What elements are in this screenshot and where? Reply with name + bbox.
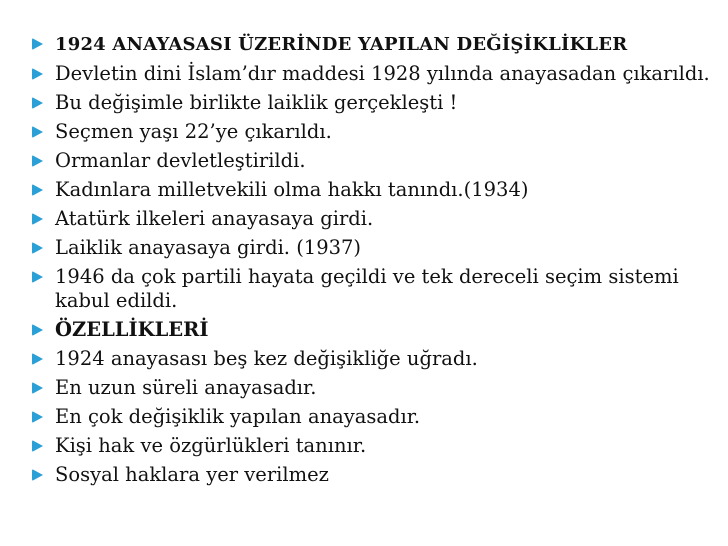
list-item (30, 376, 710, 400)
list-item-text: Sosyal haklara yer verilmez (55, 462, 329, 486)
list-item (30, 149, 710, 173)
list-item-text: Kadınlara milletvekili olma hakkı tanındı.(1934) (55, 178, 529, 201)
list-item (30, 265, 710, 312)
list-item-text: Bu değişimle birlikte laiklik gerçekleşti ! (55, 91, 458, 114)
list-item-text: ÖZELLİKLERİ (55, 317, 209, 341)
triangle-bullet-icon (32, 411, 43, 423)
list-item-text: Laiklik anayasaya girdi. (1937) (55, 236, 362, 259)
bullet-list (30, 32, 710, 492)
triangle-bullet-icon (32, 440, 43, 452)
list-item-section-heading (30, 318, 710, 342)
list-item (30, 434, 710, 458)
list-item (30, 62, 710, 86)
triangle-bullet-icon (32, 469, 43, 481)
list-item-text: 1924 anayasası beş kez değişikliğe uğradı. (55, 346, 478, 370)
list-item-text: Atatürk ilkeleri anayasaya girdi. (55, 207, 374, 230)
list-item-title (30, 32, 710, 57)
list-item (30, 207, 710, 231)
triangle-bullet-icon (32, 213, 43, 225)
list-item-text: 1946 da çok partili hayata geçildi ve tek dereceli seçim sistemi kabul edildi. (55, 265, 679, 312)
list-item-text: En çok değişiklik yapılan anayasadır. (55, 404, 421, 428)
triangle-bullet-icon (32, 353, 43, 365)
triangle-bullet-icon (32, 126, 43, 138)
list-item-text: Ormanlar devletleştirildi. (55, 149, 306, 172)
list-item (30, 178, 710, 202)
list-item (30, 405, 710, 429)
triangle-bullet-icon (32, 184, 43, 196)
list-item-text: Devletin dini İslam’dır maddesi 1928 yılında anayasadan çıkarıldı. (55, 62, 710, 85)
triangle-bullet-icon (32, 68, 43, 80)
list-item (30, 463, 710, 487)
list-item-text: En uzun süreli anayasadır. (55, 375, 317, 399)
list-item (30, 347, 710, 371)
list-item-text: 1924 ANAYASASI ÜZERİNDE YAPILAN DEĞİŞİKLİKLER (55, 34, 628, 55)
list-item (30, 120, 710, 144)
triangle-bullet-icon (32, 382, 43, 394)
list-item (30, 91, 710, 115)
triangle-bullet-icon (32, 38, 43, 50)
triangle-bullet-icon (32, 242, 43, 254)
triangle-bullet-icon (32, 97, 43, 109)
list-item (30, 236, 710, 260)
list-item-text: Seçmen yaşı 22’ye çıkarıldı. (55, 120, 332, 143)
triangle-bullet-icon (32, 271, 43, 283)
list-item-text: Kişi hak ve özgürlükleri tanınır. (55, 433, 367, 457)
triangle-bullet-icon (32, 324, 43, 336)
triangle-bullet-icon (32, 155, 43, 167)
